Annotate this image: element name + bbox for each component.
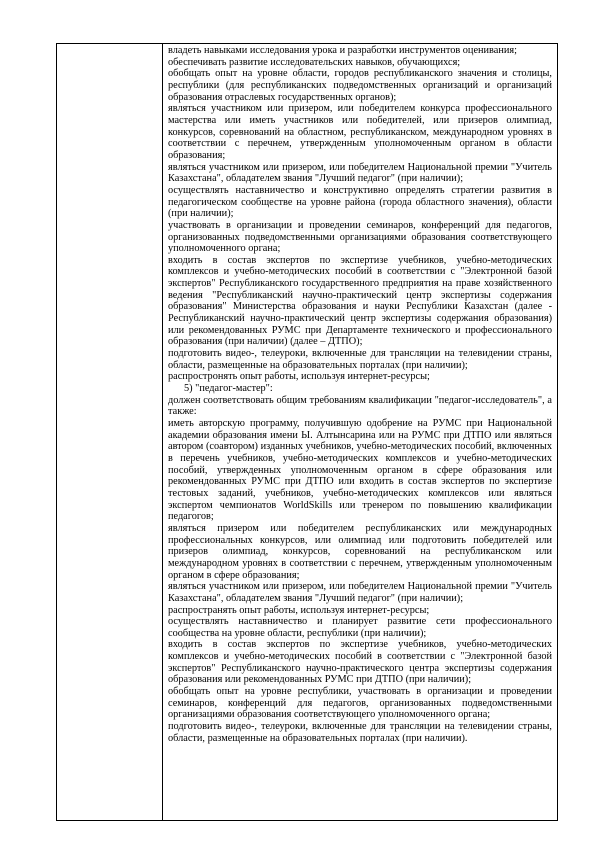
paragraph: распространять опыт работы, используя интернет-ресурсы; <box>168 604 430 616</box>
paragraph: обобщать опыт на уровне области, городов республиканского значения и столицы, республики (для республиканских подведомственных организаций и организаций образования отраслевых государственных органов); <box>168 68 552 103</box>
document-table <box>56 43 558 821</box>
paragraph: входить в состав экспертов по экспертизе учебников, учебно-методических комплексов и учебно-методических пособий в соответствии с "Электронной базой экспертов" Республиканского государственного предприятия на праве хозяйственного ведения "Республиканский научно-практический центр экспертизы содержания образования" Министерства образования и науки Республики Казахстан (далее - Республиканский научно-практический центр экспертизы содержания образования) или рекомендованных РУМС при Департаменте технического и профессионального образования (при наличии) (далее – ДТПО); <box>168 254 552 348</box>
paragraph: подготовить видео-, телеуроки, включенные для трансляции на телевидении страны, области, размещенные на образовательных порталах (при наличии). <box>168 721 552 744</box>
paragraph: являться призером или победителем республиканских или международных профессиональных конкурсов, или олимпиад или подготовить победителей или призеров олимпиад, конкурсов, соревнований на республиканском или международном уровнях в соответствии с перечнем, утвержденным уполномоченным органом в сфере образования; <box>168 522 552 581</box>
paragraph: являться участником или призером, или победителем конкурса профессионального мастерства или иметь участников или победителей, или призеров олимпиад, конкурсов, соревнований на областном, республиканском, международном уровнях в соответствии с перечнем, утвержденным уполномоченным органом в области образования; <box>168 103 552 161</box>
paragraph: 5) "педагог-мастер": <box>184 383 273 395</box>
paragraph: подготовить видео-, телеуроки, включенные для трансляции на телевидении страны, области, размещенные на образовательных порталах (при наличии); <box>168 348 552 371</box>
paragraph: владеть навыками исследования урока и разработки инструментов оценивания; <box>168 45 517 56</box>
paragraph: являться участником или призером, или победителем Национальной премии "Учитель Казахстана", обладателем звания "Лучший педагог" (при наличии); <box>168 581 552 604</box>
paragraph: обеспечивать развитие исследовательских навыков, обучающихся; <box>168 56 461 68</box>
paragraph: входить в состав экспертов по экспертизе учебников, учебно-методических комплексов и учебно-методических пособий в соответствии с "Электронной базой экспертов" Республиканского научно-практического центра экспертизы содержания образования или рекомендованных РУМС при ДТПО (при наличии); <box>168 639 552 686</box>
paragraph: участвовать в организации и проведении семинаров, конференций для педагогов, организованных подведомственными организациями образования соответствующего уполномоченного органа; <box>168 219 552 255</box>
requirements-text-cell <box>168 45 552 744</box>
column-divider <box>162 44 163 820</box>
paragraph: осуществлять наставничество и конструктивно определять стратегии развития в педагогическом сообществе на уровне района (города областного значения), области (при наличии); <box>168 184 552 220</box>
paragraph: являться участником или призером, или победителем Национальной премии "Учитель Казахстана", обладателем звания "Лучший педагог" (при наличии); <box>168 161 552 185</box>
paragraph: обобщать опыт на уровне республики, участвовать в организации и проведении семинаров, конференций для педагогов, организованных подведомственными организациями образования соответствующего уполномоченного органа; <box>168 686 552 721</box>
paragraph: иметь авторскую программу, получившую одобрение на РУМС при Национальной академии образования имени Ы. Алтынсарина или на РУМС при ДТПО или являться автором (соавтором) изданных учебников, учебно-методических пособий, включенных в перечень учебников, учебно-методических комплексов и учебно-методических пособий, утвержденных уполномоченным органом в сфере образования или рекомендованных РУМС при ДТПО или входить в состав экспертов по экспертизе тестовых заданий, учебников, учебно-методических комплексов или являться экспертом чемпионатов WorldSkills или тренером по повышению квалификации педагогов; <box>168 418 552 523</box>
paragraph: должен соответствовать общим требованиям квалификации "педагог-исследователь", а также: <box>168 394 552 418</box>
paragraph: осуществлять наставничество и планирует развитие сети профессионального сообщества на уровне области, республики (при наличии); <box>168 616 552 639</box>
paragraph: распростронять опыт работы, используя интернет-ресурсы; <box>168 371 430 383</box>
